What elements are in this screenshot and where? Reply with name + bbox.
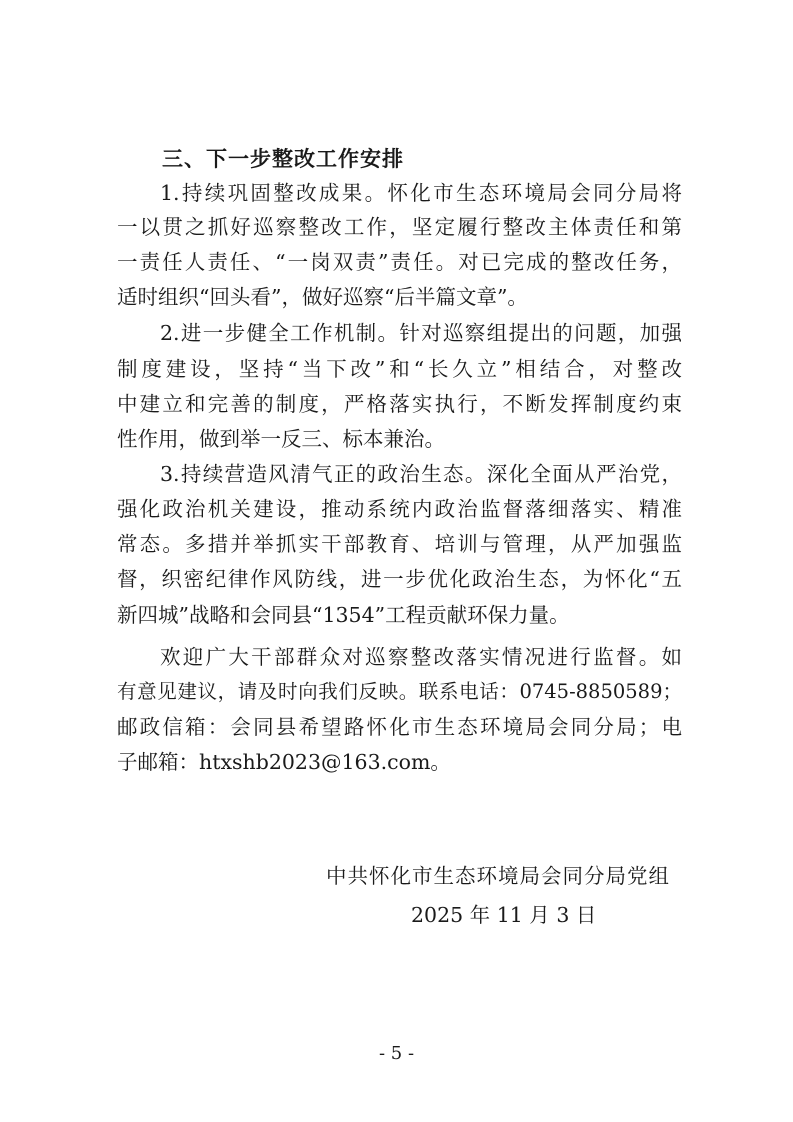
paragraph-3-line-4: 督，织密纪律作风防线，进一步优化政治生态，为怀化“五 xyxy=(117,567,682,591)
paragraph-4-line-4: 子邮箱：htxshb2023@163.com。 xyxy=(117,750,451,774)
signature-date: 2025 年 11 月 3 日 xyxy=(411,903,597,927)
paragraph-4-line-1: 欢迎广大干部群众对巡察整改落实情况进行监督。如 xyxy=(160,645,682,669)
paragraph-1-line-4: 适时组织“回头看”，做好巡察“后半篇文章”。 xyxy=(117,285,528,309)
paragraph-4-line-2: 有意见建议，请及时向我们反映。联系电话：0745-8850589； xyxy=(117,680,682,703)
paragraph-1-line-3: 一责任人责任、“一岗双责”责任。对已完成的整改任务， xyxy=(117,250,682,274)
paragraph-2-line-1: 2.进一步健全工作机制。针对巡察组提出的问题，加强 xyxy=(160,321,682,345)
paragraph-3-line-2: 强化政治机关建设，推动系统内政治监督落细落实、精准 xyxy=(117,497,682,521)
signature-organization: 中共怀化市生态环境局会同分局党组 xyxy=(326,864,670,888)
paragraph-1-line-1: 1.持续巩固整改成果。怀化市生态环境局会同分局将 xyxy=(160,181,682,205)
page-number: - 5 - xyxy=(378,1043,415,1064)
paragraph-3-line-5: 新四城”战略和会同县“1354”工程贡献环保力量。 xyxy=(117,603,570,627)
paragraph-1-line-2: 一以贯之抓好巡察整改工作，坚定履行整改主体责任和第 xyxy=(117,215,682,239)
paragraph-2-line-2: 制度建设，坚持“当下改”和“长久立”相结合，对整改 xyxy=(117,357,682,381)
paragraph-2-line-3: 中建立和完善的制度，严格落实执行，不断发挥制度约束 xyxy=(117,392,682,416)
section-heading: 三、下一步整改工作安排 xyxy=(162,147,404,171)
paragraph-3-line-3: 常态。多措并举抓实干部教育、培训与管理，从严加强监 xyxy=(117,532,682,556)
paragraph-4-line-3: 邮政信箱：会同县希望路怀化市生态环境局会同分局；电 xyxy=(117,715,682,739)
paragraph-3-line-1: 3.持续营造风清气正的政治生态。深化全面从严治党， xyxy=(160,462,682,486)
paragraph-2-line-4: 性作用，做到举一反三、标本兼治。 xyxy=(117,427,445,451)
